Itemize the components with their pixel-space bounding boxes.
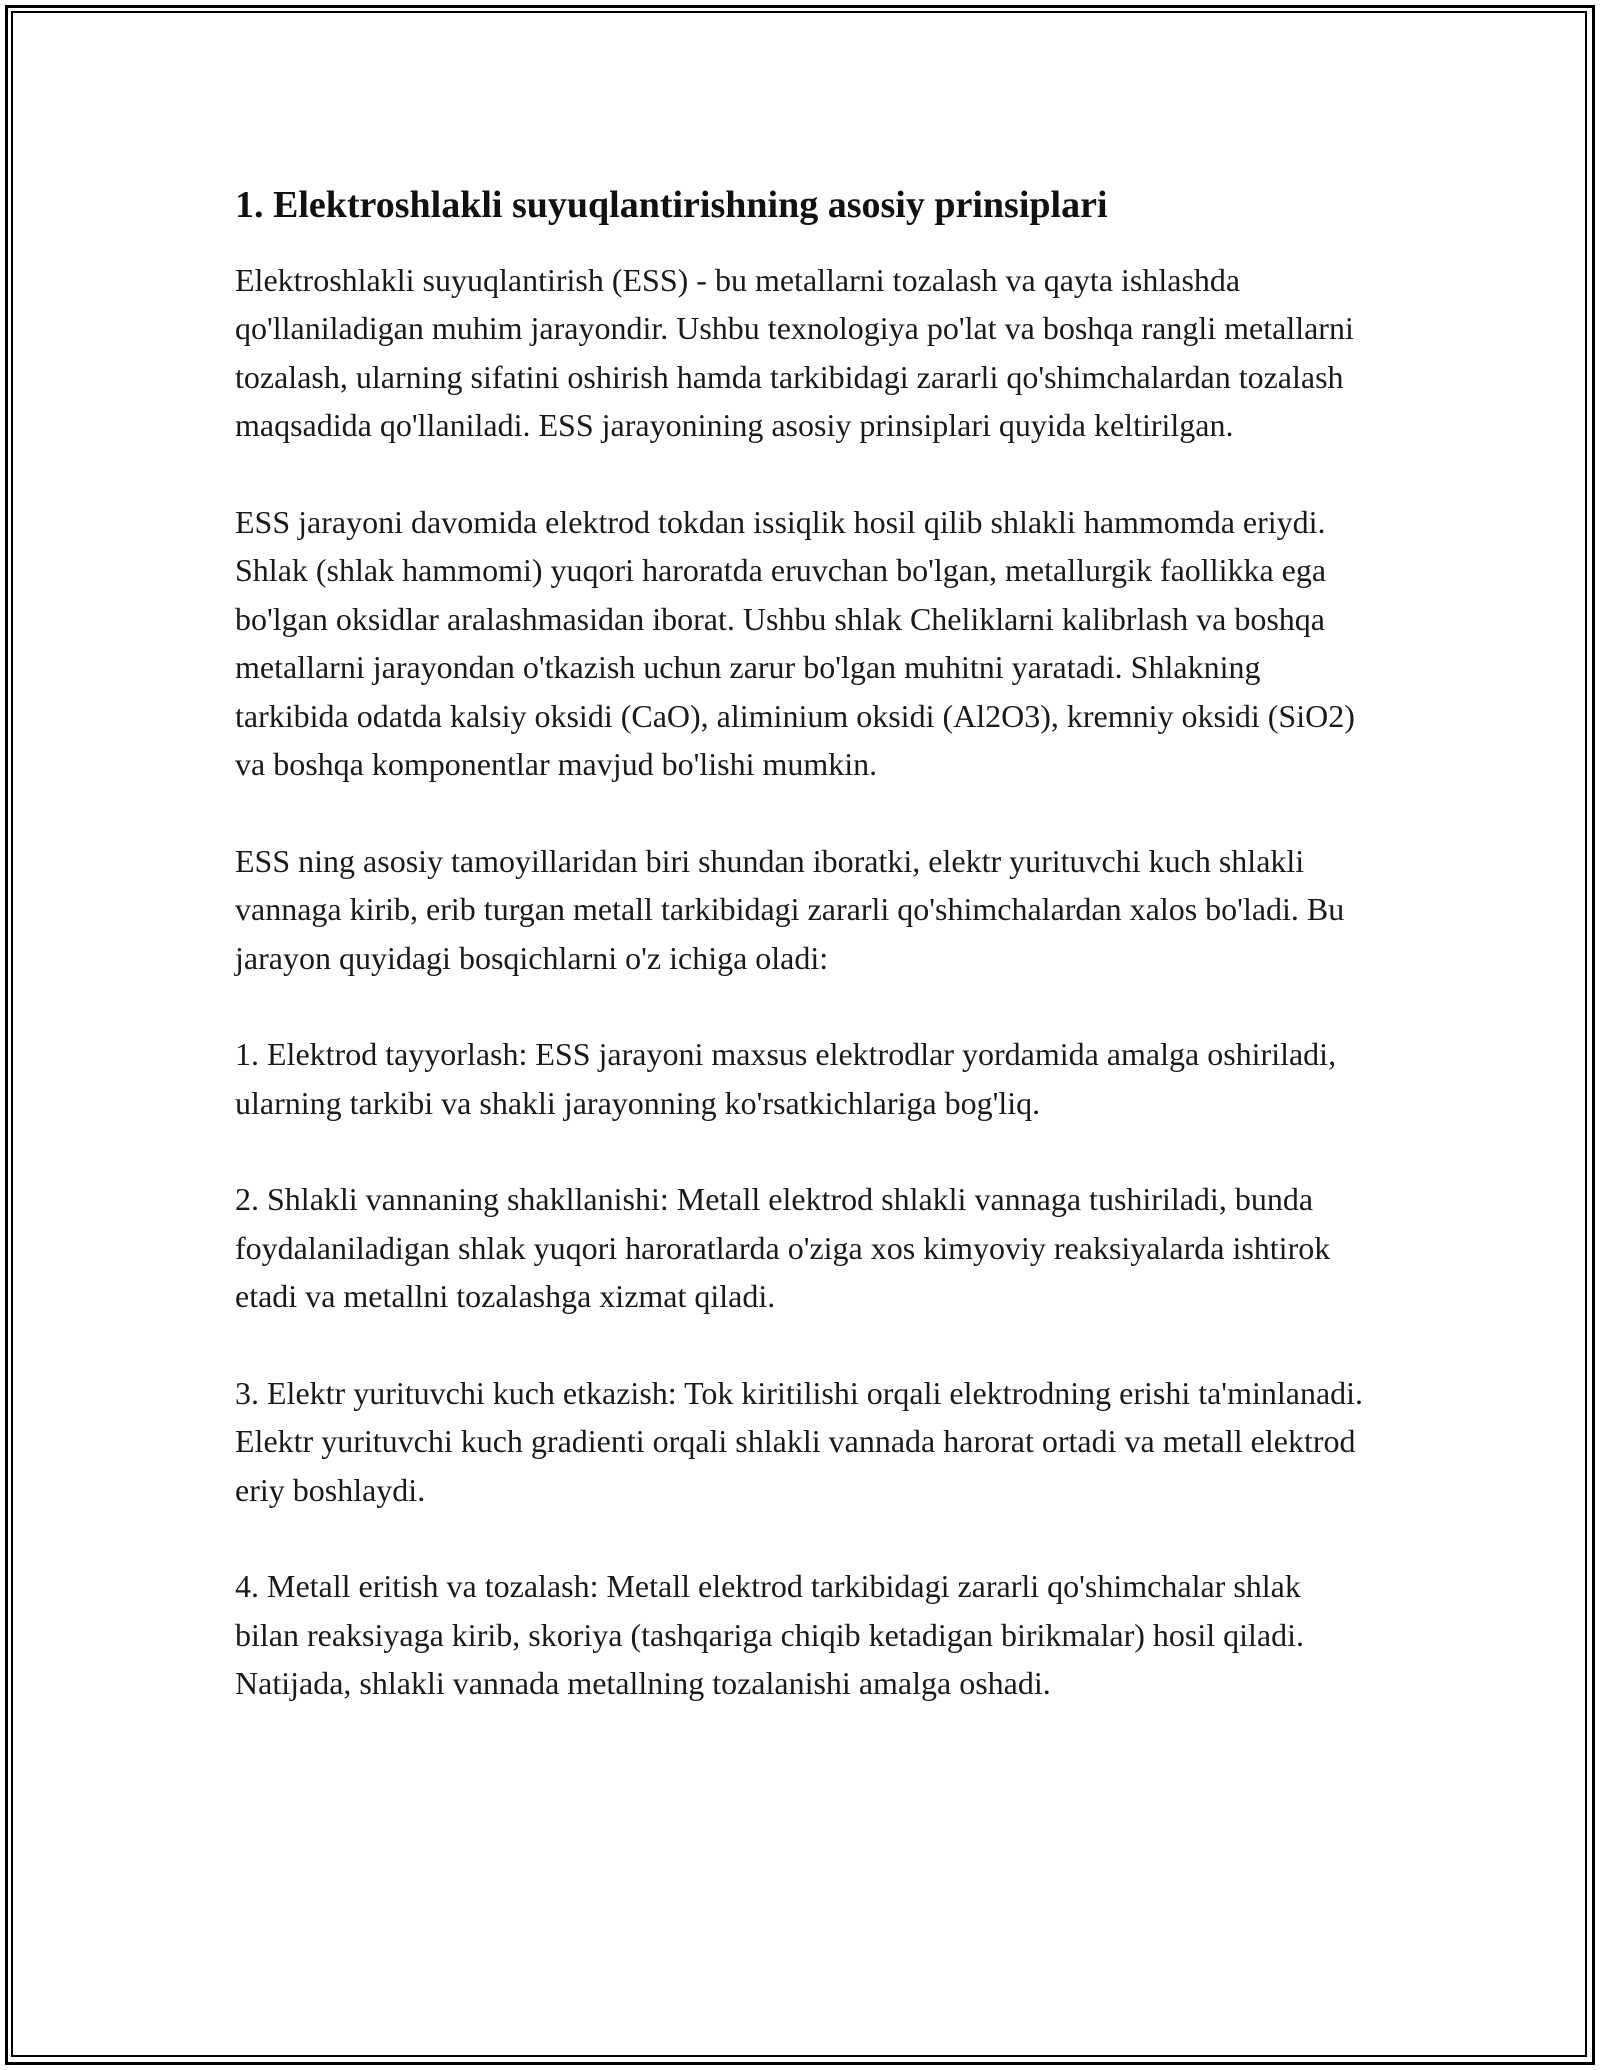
- list-item-step-3: 3. Elektr yurituvchi kuch etkazish: Tok kiritilishi orqali elektrodning erishi ta'minlanadi. Elektr yurituvchi kuch gradienti orqali shlakli vannada harorat ortadi va metall elektrod eriy boshlaydi.: [235, 1374, 1364, 1508]
- paragraph-slag-bath: ESS jarayoni davomida elektrod tokdan issiqlik hosil qilib shlakli hammomda eriydi. Shlak (shlak hammomi) yuqori haroratda eruvchan bo'lgan, metallurgik faollikka ega bo'lgan oksidlar aralashmasidan iborat. Ushbu shlak Cheliklarni kalibrlash va boshqa metallarni jarayondan o'tkazish uchun zarur bo'lgan muhitni yaratadi. Shlakning tarkibida odatda kalsiy oksidi (CaO), aliminium oksidi (Al2O3), kremniy oksidi (SiO2) va boshqa komponentlar mavjud bo'lishi mumkin.: [235, 503, 1355, 782]
- paragraph-principles: ESS ning asosiy tamoyillaridan biri shundan iboratki, elektr yurituvchi kuch shlakli vannaga kirib, erib turgan metall tarkibidagi zararli qo'shimchalardan xalos bo'ladi. Bu jarayon quyidagi bosqichlarni o'z ichiga oladi:: [235, 842, 1345, 976]
- list-item-step-1: 1. Elektrod tayyorlash: ESS jarayoni maxsus elektrodlar yordamida amalga oshiriladi, ularning tarkibi va shakli jarayonning ko'rsatkichlariga bog'liq.: [235, 1036, 1337, 1121]
- section-heading: 1. Elektroshlakli suyuqlantirishning asosiy prinsiplari: [235, 184, 1108, 226]
- list-item-step-2: 2. Shlakli vannaning shakllanishi: Metall elektrod shlakli vannaga tushiriladi, bunda foydalaniladigan shlak yuqori haroratlarda o'ziga xos kimyoviy reaksiyalarda ishtirok etadi va metallni tozalashga xizmat qiladi.: [235, 1181, 1331, 1314]
- list-item-step-4: 4. Metall eritish va tozalash: Metall elektrod tarkibidagi zararli qo'shimchalar shlak bilan reaksiyaga kirib, skoriya (tashqariga chiqib ketadigan birikmalar) hosil qiladi. Natijada, shlakli vannada metallning tozalanishi amalga oshadi.: [235, 1568, 1305, 1701]
- paragraph-intro: Elektroshlakli suyuqlantirish (ESS) - bu metallarni tozalash va qayta ishlashda qo'llaniladigan muhim jarayondir. Ushbu texnologiya po'lat va boshqa rangli metallarni tozalash, ularning sifatini oshirish hamda tarkibidagi zararli qo'shimchalardan tozalash maqsadida qo'llaniladi. ESS jarayonining asosiy prinsiplari quyida keltirilgan.: [235, 261, 1354, 443]
- document-page: [235, 182, 1365, 1756]
